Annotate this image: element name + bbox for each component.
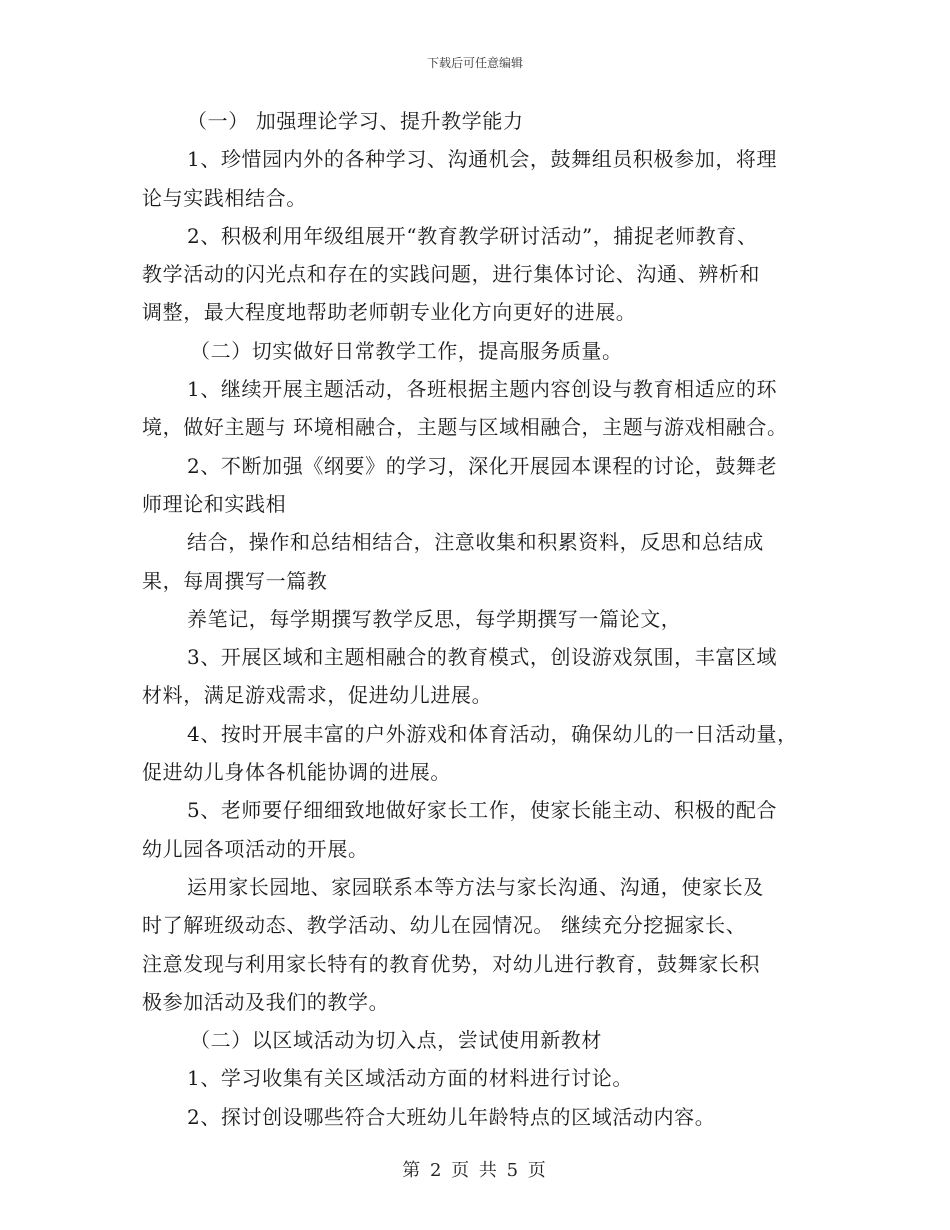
paragraph-line: 师理论和实践相 — [142, 491, 287, 516]
paragraph-line: （二）以区域活动为切入点，尝试使用新教材 — [190, 1028, 602, 1053]
paragraph-line: 幼儿园各项活动的开展。 — [142, 836, 369, 861]
paragraph-line: 果，每周撰写一篇教 — [142, 568, 328, 593]
paragraph-line: 运用家长园地、家园联系本等方法与家长沟通、沟通，使家长及 — [187, 874, 764, 899]
paragraph-line: 境，做好主题与 环境相融合，主题与区域相融合，主题与游戏相融合。 — [142, 415, 788, 440]
paragraph-line: 2、不断加强《纲要》的学习，深化开展园本课程的讨论，鼓舞老 — [187, 453, 778, 478]
paragraph-line: 2、积极利用年级组展开“教育教学研讨活动”，捕捉老师教育、 — [187, 223, 758, 248]
paragraph-line: 1、学习收集有关区域活动方面的材料进行讨论。 — [187, 1066, 633, 1091]
paragraph-line: 调整，最大程度地帮助老师朝专业化方向更好的进展。 — [142, 300, 637, 325]
paragraph-line: （一） 加强理论学习、提升教学能力 — [187, 109, 524, 133]
paragraph-line: 2、探讨创设哪些符合大班幼儿年龄特点的区域活动内容。 — [187, 1104, 716, 1129]
paragraph-line: 促进幼儿身体各机能协调的进展。 — [142, 760, 451, 785]
page-header-note: 下载后可任意编辑 — [426, 56, 523, 70]
paragraph-line: 结合，操作和总结相结合，注意收集和积累资料，反思和总结成 — [187, 530, 764, 555]
paragraph-line: 时了解班级动态、教学活动、幼儿在园情况。 继续充分挖掘家长、 — [142, 913, 747, 938]
paragraph-line: 论与实践相结合。 — [142, 185, 307, 210]
page-number-footer: 第 2 页 共 5 页 — [402, 1160, 548, 1181]
paragraph-line: 教学活动的闪光点和存在的实践问题，进行集体讨论、沟通、辨析和 — [142, 262, 760, 287]
paragraph-line: 注意发现与利用家长特有的教育优势，对幼儿进行教育，鼓舞家长积 — [142, 951, 760, 976]
paragraph-line: 1、珍惜园内外的各种学习、沟通机会，鼓舞组员积极参加，将理 — [187, 147, 778, 172]
paragraph-line: 养笔记，每学期撰写教学反思，每学期撰写一篇论文， — [187, 606, 682, 631]
paragraph-line: 材料，满足游戏需求，促进幼儿进展。 — [142, 683, 493, 708]
paragraph-line: 4、按时开展丰富的户外游戏和体育活动，确保幼儿的一日活动量， — [187, 721, 798, 746]
paragraph-line: 3、开展区域和主题相融合的教育模式，创设游戏氛围，丰富区域 — [187, 645, 778, 670]
paragraph-line: （二）切实做好日常教学工作，提高服务质量。 — [190, 338, 623, 363]
paragraph-line: 极参加活动及我们的教学。 — [142, 989, 390, 1014]
document-body — [142, 111, 822, 1145]
paragraph-line: 5、老师要仔细细致地做好家长工作，使家长能主动、积极的配合 — [187, 798, 778, 823]
paragraph-line: 1、继续开展主题活动，各班根据主题内容创设与教育相适应的环 — [187, 377, 778, 402]
